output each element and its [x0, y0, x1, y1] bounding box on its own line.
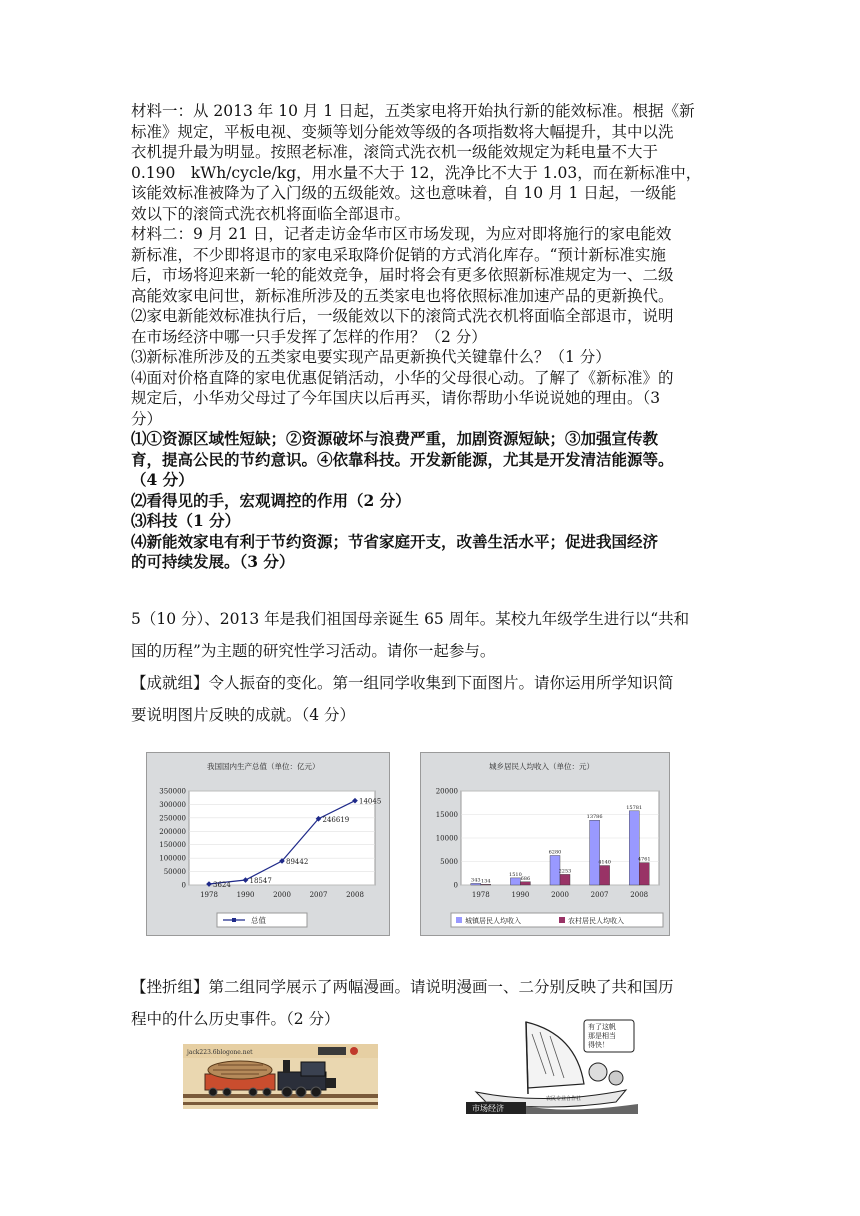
gdp-line-chart-svg: [147, 753, 389, 935]
y-tick-label: 150000: [159, 841, 186, 850]
setback-group-line: 程中的什么历史事件。（2 分）: [131, 1010, 340, 1028]
y-tick-label: 15000: [435, 811, 458, 819]
bar-value-label: 343: [471, 877, 481, 884]
bar: [471, 883, 481, 885]
bar: [481, 884, 491, 885]
chart-title: 城乡居民人均收入（单位：元）: [489, 762, 594, 771]
answer-4: ⑷新能效家电有利于节约资源；节省家庭开支，改善生活水平；促进我国经济: [131, 531, 659, 551]
question-5-line: 5（10 分）、2013 年是我们祖国母亲诞生 65 周年。某校九年级学生进行以“共和: [131, 610, 690, 628]
question-2: ⑵家电新能效标准执行后，一级能效以下的滚筒式洗衣机将面临全部退市，说明: [131, 307, 674, 325]
bar-value-label: 6280: [548, 849, 562, 856]
data-label: 246619: [322, 815, 350, 824]
achievement-group-line: 【成就组】令人振奋的变化。第一组同学收集到下面图片。请你运用所学知识简: [131, 674, 674, 692]
x-tick-label: 1978: [200, 891, 218, 899]
x-tick-label: 2000: [273, 891, 291, 899]
speech-bubble-line-3: 得快！: [588, 1041, 609, 1049]
bar-value-label: 1510: [509, 871, 522, 878]
data-label: 89442: [286, 857, 309, 866]
income-chart: [420, 752, 670, 936]
bar: [560, 874, 570, 885]
legend-label: 总值: [251, 916, 266, 925]
bar-value-label: 2253: [558, 868, 572, 875]
setback-group: [131, 971, 741, 1035]
cartoon-1-train: [183, 1044, 378, 1109]
data-label: 18547: [249, 877, 272, 886]
x-tick-label: 1978: [471, 891, 490, 899]
material-2-line: 高能效家电问世，新标准所涉及的五类家电也将依照标准加速产品的更新换代。: [131, 286, 674, 305]
material-1-line: 衣机提升最为明显。按照老标准，滚筒式洗衣机一级能效规定为耗电量不大于: [131, 143, 659, 161]
material-1-line: 标准》规定，平板电视、变频等划分能效等级的各项指数将大幅提升，其中以洗: [131, 122, 674, 141]
cartoon-2-caption: 市场经济: [472, 1104, 504, 1113]
train-cartoon-illustration: [183, 1044, 378, 1109]
answer-3: ⑶科技（1 分）: [131, 511, 241, 530]
data-label: 14045: [359, 797, 382, 806]
cartoon-1-caption: jack223.6blogone.net: [187, 1049, 253, 1056]
y-tick-label: 0: [181, 881, 186, 890]
legend-swatch: [456, 917, 462, 923]
question-4: 规定后，小华劝父母过了今年国庆以后再买，请你帮助小华说说她的理由。（3: [131, 389, 661, 407]
boat-label: 农民专业合作社: [546, 1096, 582, 1102]
y-tick-label: 350000: [159, 787, 186, 796]
x-tick-label: 1990: [236, 891, 255, 899]
x-tick-label: 2008: [346, 891, 364, 899]
question-2: 在市场经济中哪一只手发挥了怎样的作用？（2 分）: [131, 327, 487, 346]
achievement-group-line: 要说明图片反映的成就。（4 分）: [131, 706, 356, 724]
answer-1: 育，提高公民的节约意识。④依靠科技。开发新能源，尤其是开发清洁能源等。: [131, 449, 674, 469]
bar-value-label: 686: [520, 875, 531, 882]
bar: [510, 878, 520, 885]
question-5-intro: [131, 603, 741, 731]
answer-1: （4 分）: [131, 470, 194, 489]
material-2-line: 材料二：9 月 21 日，记者走访金华市区市场发现，为应对即将施行的家电能效: [131, 225, 672, 243]
material-1-line: 0.190 kWh/cycle/kg，用水量不大于 12，洗净比不大于 1.03，而在新标准中，: [131, 163, 702, 182]
setback-group-line: 【挫折组】第二组同学展示了两幅漫画。请说明漫画一、二分别反映了共和国历: [131, 978, 674, 996]
bar: [520, 882, 530, 885]
question-3: ⑶新标准所涉及的五类家电要实现产品更新换代关键靠什么？（1 分）: [131, 348, 611, 366]
legend-label: 农村居民人均收入: [568, 917, 624, 925]
answer-4: 的可持续发展。（3 分）: [131, 552, 295, 571]
cartoon-2-boat: [466, 1014, 638, 1114]
y-tick-label: 10000: [435, 834, 458, 843]
y-tick-label: 100000: [159, 854, 186, 863]
materials-block: [131, 101, 741, 573]
y-tick-label: 300000: [159, 800, 186, 809]
legend-swatch: [559, 917, 565, 923]
material-2-line: 后，市场将迎来新一轮的能效竞争，届时将会有更多依照新标准规定为一、二级: [131, 266, 674, 284]
bar-value-label: 134: [481, 878, 491, 885]
y-tick-label: 250000: [159, 814, 186, 823]
y-tick-label: 0: [453, 881, 458, 890]
bar-value-label: 4761: [637, 856, 651, 863]
legend-marker: [232, 918, 236, 922]
market-economy-cartoon-illustration: [466, 1014, 638, 1114]
material-1-line: 该能效标准被降为了入门级的五级能效。这也意味着，自 10 月 1 日起，一级能: [131, 184, 677, 202]
bar: [629, 811, 639, 885]
y-tick-label: 50000: [163, 868, 186, 877]
x-tick-label: 2000: [551, 891, 569, 899]
y-tick-label: 200000: [159, 827, 186, 836]
bar: [639, 863, 649, 885]
chart-title: 我国国内生产总值（单位：亿元）: [207, 762, 320, 771]
bar: [600, 866, 610, 885]
question-5-line: 国的历程”为主题的研究性学习活动。请你一起参与。: [131, 642, 496, 660]
question-4: ⑷面对价格直降的家电优惠促销活动，小华的父母很心动。了解了《新标准》的: [131, 368, 674, 387]
x-tick-label: 2008: [630, 891, 649, 899]
bar-value-label: 15781: [626, 804, 643, 811]
y-tick-label: 5000: [440, 858, 458, 866]
speech-bubble-line-2: 那是相当: [588, 1032, 616, 1040]
y-tick-label: 20000: [435, 787, 458, 796]
income-bar-chart-svg: [421, 753, 669, 935]
bar-value-label: 4140: [598, 859, 611, 866]
material-2-line: 新标准，不少即将退市的家电采取降价促销的方式消化库存。“预计新标准实施: [131, 245, 666, 264]
question-4: 分）: [131, 409, 163, 428]
speech-bubble-line-1: 有了这帆: [588, 1023, 616, 1031]
legend-label: 城镇居民人均收入: [465, 917, 521, 925]
answer-1: ⑴①资源区域性短缺；②资源破坏与浪费严重，加剧资源短缺；③加强宣传教: [131, 429, 659, 448]
material-1-line: 材料一：从 2013 年 10 月 1 日起，五类家电将开始执行新的能效标准。根据《新: [131, 102, 695, 120]
bar: [590, 820, 600, 885]
x-tick-label: 2007: [309, 891, 328, 899]
bar-value-label: 13786: [586, 814, 603, 821]
x-tick-label: 2007: [590, 891, 609, 899]
answer-2: ⑵看得见的手，宏观调控的作用（2 分）: [131, 490, 411, 510]
x-tick-label: 1990: [511, 891, 530, 899]
gdp-chart: [146, 752, 390, 936]
material-1-line: 效以下的滚筒式洗衣机将面临全部退市。: [131, 204, 411, 223]
data-label: 3624: [213, 881, 231, 890]
